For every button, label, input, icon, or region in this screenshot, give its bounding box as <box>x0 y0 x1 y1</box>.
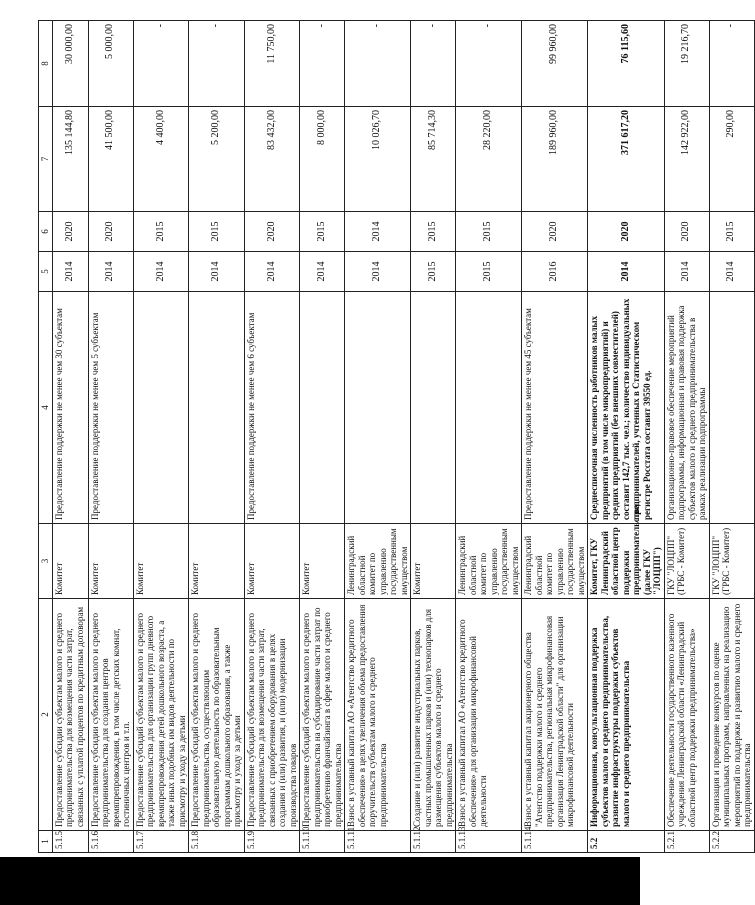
row-total-amount: 135 144,80 <box>52 107 88 212</box>
row-amount-2014: - <box>189 21 245 107</box>
table-row <box>345 21 411 853</box>
row-end-year: 2015 <box>456 212 522 252</box>
row-indicator <box>189 292 245 524</box>
row-code: 5.1.14 <box>522 831 588 853</box>
row-indicator: Предоставление поддержки не менее чем 6 субъектам <box>244 292 300 524</box>
scan-bottom-border <box>0 857 640 905</box>
table-row <box>133 21 189 853</box>
row-total-amount: 85 714,30 <box>411 107 456 212</box>
table-row <box>411 21 456 853</box>
row-executor: ГКУ "ЛОЦПП" (ГРБС - Комитет) <box>664 524 709 599</box>
row-code: 5.1.7 <box>133 831 189 853</box>
row-indicator: Предоставление поддержки не менее чем 5 субъектам <box>88 292 133 524</box>
row-amount-2014: 76 115,60 <box>588 21 665 107</box>
table-row <box>52 21 88 853</box>
program-table <box>38 20 755 853</box>
header-cell: 2 <box>39 599 53 831</box>
row-end-year: 2020 <box>664 212 709 252</box>
row-start-year: 2014 <box>588 252 665 292</box>
row-start-year: 2015 <box>456 252 522 292</box>
row-total-amount: 10 026,70 <box>345 107 411 212</box>
row-code: 5.1.8 <box>189 831 245 853</box>
row-amount-2014: - <box>411 21 456 107</box>
row-indicator: Организационно-правовое обеспечение мероприятий подпрограммы, информационная и правовая поддержка субъектов малого и среднего предпринимательства в рамках реализации подпрограммы <box>664 292 709 524</box>
row-start-year: 2014 <box>664 252 709 292</box>
row-measure-name: Предоставление субсидий субъектам малого и среднего предпринимательства для возмещения части затрат, связанных с приобретением оборудования в целях создания и (или) развития, и (или) модернизации производства товаров <box>244 599 300 831</box>
row-amount-2014: - <box>133 21 189 107</box>
header-cell: 8 <box>39 21 53 107</box>
row-total-amount: 5 200,00 <box>189 107 245 212</box>
row-indicator: Среднесписочная численность работников малых предприятий (в том числе микропредприятий) и средних предприятий (без внешних совместителей) составит 142,7 тыс. чел.; количество индивидуальных предпринимателей, учтенных в Статистическом регистре Росстата составит 39550 ед. <box>588 292 665 524</box>
row-code: 5.2.1 <box>664 831 709 853</box>
row-end-year: 2020 <box>88 212 133 252</box>
row-executor: Ленинградский областной комитет по управлению государственным имуществом <box>522 524 588 599</box>
row-total-amount: 371 617,20 <box>588 107 665 212</box>
row-measure-name: Предоставление субсидии субъектам малого и среднего предпринимательства для создания центров времяпрепровождения, в том числе детских комнат, гостиничных центров и т.п. <box>88 599 133 831</box>
row-end-year: 2015 <box>411 212 456 252</box>
row-code: 5.2.2 <box>709 831 754 853</box>
header-cell: 4 <box>39 292 53 524</box>
row-measure-name: Организация и проведение конкурсов по оценке муниципальных программ, направленных на реализацию мероприятий по поддержке и развитию малого и среднего предпринимательства <box>709 599 754 831</box>
row-measure-name: Взнос в уставный капитал акционерного общества "Агентство поддержки малого и среднего предпринимательства, региональная микрофинансовая организация Ленинградской области" для организации микрофинансовой деятельности <box>522 599 588 831</box>
row-code: 5.1.5 <box>52 831 88 853</box>
row-total-amount: 28 220,00 <box>456 107 522 212</box>
row-code: 5.1.10 <box>300 831 345 853</box>
row-start-year: 2016 <box>522 252 588 292</box>
row-amount-2014: - <box>456 21 522 107</box>
row-indicator <box>133 292 189 524</box>
row-start-year: 2014 <box>52 252 88 292</box>
row-total-amount: 290,00 <box>709 107 754 212</box>
header-cell: 3 <box>39 524 53 599</box>
row-amount-2014: 99 960,00 <box>522 21 588 107</box>
row-indicator <box>300 292 345 524</box>
row-indicator: Предоставление поддержки не менее чем 45 субъектам <box>522 292 588 524</box>
row-end-year: 2020 <box>52 212 88 252</box>
row-measure-name: Создание и (или) развитие индустриальных парков, частных промышленных парков и (или) технопарков для размещения субъектов малого и среднего предпринимательства <box>411 599 456 831</box>
row-start-year: 2014 <box>345 252 411 292</box>
row-total-amount: 4 400,00 <box>133 107 189 212</box>
row-measure-name: Предоставление субсидии субъектам малого и среднего предпринимательства для возмещения части затрат, связанных с уплатой процентов по кредитным договорам <box>52 599 88 831</box>
row-executor: ГКУ "ЛОЦПП" (ГРБС - Комитет) <box>709 524 754 599</box>
row-measure-name: Предоставление субсидий субъектам малого и среднего предпринимательства на субсидирование части затрат по приобретению франчайзинга в сфере малого и среднего предпринимательства <box>300 599 345 831</box>
row-code: 5.1.9 <box>244 831 300 853</box>
table-row <box>588 21 665 853</box>
row-executor: Комитет, ГКУ Ленинградский областной центр поддержки предпринимательства (далее ГКУ "ЛОЦПП") <box>588 524 665 599</box>
row-total-amount: 8 000,00 <box>300 107 345 212</box>
row-total-amount: 83 432,00 <box>244 107 300 212</box>
row-start-year: 2015 <box>411 252 456 292</box>
row-code: 5.1.6 <box>88 831 133 853</box>
table-row <box>456 21 522 853</box>
header-cell: 6 <box>39 212 53 252</box>
row-executor: Комитет <box>300 524 345 599</box>
row-executor: Комитет <box>133 524 189 599</box>
row-indicator: Предоставление поддержки не менее чем 30 субъектам <box>52 292 88 524</box>
row-code: 5.2 <box>588 831 665 853</box>
table-row <box>300 21 345 853</box>
header-cell: 1 <box>39 831 53 853</box>
row-executor: Комитет <box>52 524 88 599</box>
row-amount-2014: 19 216,70 <box>664 21 709 107</box>
row-start-year: 2014 <box>189 252 245 292</box>
header-row <box>39 21 53 853</box>
row-end-year: 2015 <box>709 212 754 252</box>
row-executor: Ленинградский областной комитет по управлению государственным имуществом <box>456 524 522 599</box>
row-total-amount: 41 500,00 <box>88 107 133 212</box>
table-row <box>88 21 133 853</box>
row-indicator <box>411 292 456 524</box>
row-executor: Комитет <box>88 524 133 599</box>
row-start-year: 2014 <box>133 252 189 292</box>
row-amount-2014: 30 000,00 <box>52 21 88 107</box>
row-measure-name: Предоставление субсидий субъектам малого и среднего предпринимательства для организации групп дневного времяпрепровождения детей дошкольного возраста, а также иных подобных им видов деятельности по присмотру и уходу за детьми <box>133 599 189 831</box>
row-code: 5.1.13 <box>456 831 522 853</box>
table-row <box>189 21 245 853</box>
row-indicator <box>709 292 754 524</box>
row-end-year: 2015 <box>133 212 189 252</box>
row-start-year: 2014 <box>88 252 133 292</box>
row-amount-2014: - <box>709 21 754 107</box>
row-amount-2014: - <box>300 21 345 107</box>
row-measure-name: Информационная, консультационная поддержка субъектов малого и среднего предпринимательства, развитие инфраструктуры поддержки субъектов малого и среднего предпринимательства <box>588 599 665 831</box>
row-end-year: 2015 <box>189 212 245 252</box>
row-end-year: 2020 <box>522 212 588 252</box>
row-amount-2014: - <box>345 21 411 107</box>
row-indicator <box>345 292 411 524</box>
row-end-year: 2014 <box>345 212 411 252</box>
row-executor: Комитет <box>411 524 456 599</box>
row-end-year: 2020 <box>244 212 300 252</box>
rotated-table-sheet <box>38 21 752 853</box>
row-amount-2014: 11 750,00 <box>244 21 300 107</box>
row-measure-name: Обеспечение деятельности государственного казенного учреждения Ленинградской области «Ленинградский областной центр поддержки предпринимательства» <box>664 599 709 831</box>
row-executor: Комитет <box>244 524 300 599</box>
row-total-amount: 189 960,00 <box>522 107 588 212</box>
row-indicator <box>456 292 522 524</box>
row-start-year: 2014 <box>244 252 300 292</box>
header-cell: 7 <box>39 107 53 212</box>
row-measure-name: Взнос в уставный капитал АО «Агентство кредитного обеспечения» для организации микрофинансовой деятельности <box>456 599 522 831</box>
row-end-year: 2015 <box>300 212 345 252</box>
table-row <box>522 21 588 853</box>
row-start-year: 2014 <box>300 252 345 292</box>
row-measure-name: Взнос в уставный капитал АО «Агентство кредитного обеспечения» в целях увеличения объема предоставления поручительств субъектам малого и среднего предпринимательства <box>345 599 411 831</box>
table-row <box>664 21 709 853</box>
table-row <box>244 21 300 853</box>
table-row <box>709 21 754 853</box>
row-measure-name: Предоставление субсидий субъектам малого и среднего предпринимательства, осуществляющим образовательную деятельность по образовательным программам дошкольного образования, а также присмотру и уходу за детьми <box>189 599 245 831</box>
row-amount-2014: 5 000,00 <box>88 21 133 107</box>
row-code: 5.1.11 <box>345 831 411 853</box>
row-total-amount: 142 922,00 <box>664 107 709 212</box>
header-cell: 5 <box>39 252 53 292</box>
row-executor: Комитет <box>189 524 245 599</box>
row-code: 5.1.12 <box>411 831 456 853</box>
row-executor: Ленинградский областной комитет по управлению государственным имуществом <box>345 524 411 599</box>
row-start-year: 2014 <box>709 252 754 292</box>
row-end-year: 2020 <box>588 212 665 252</box>
